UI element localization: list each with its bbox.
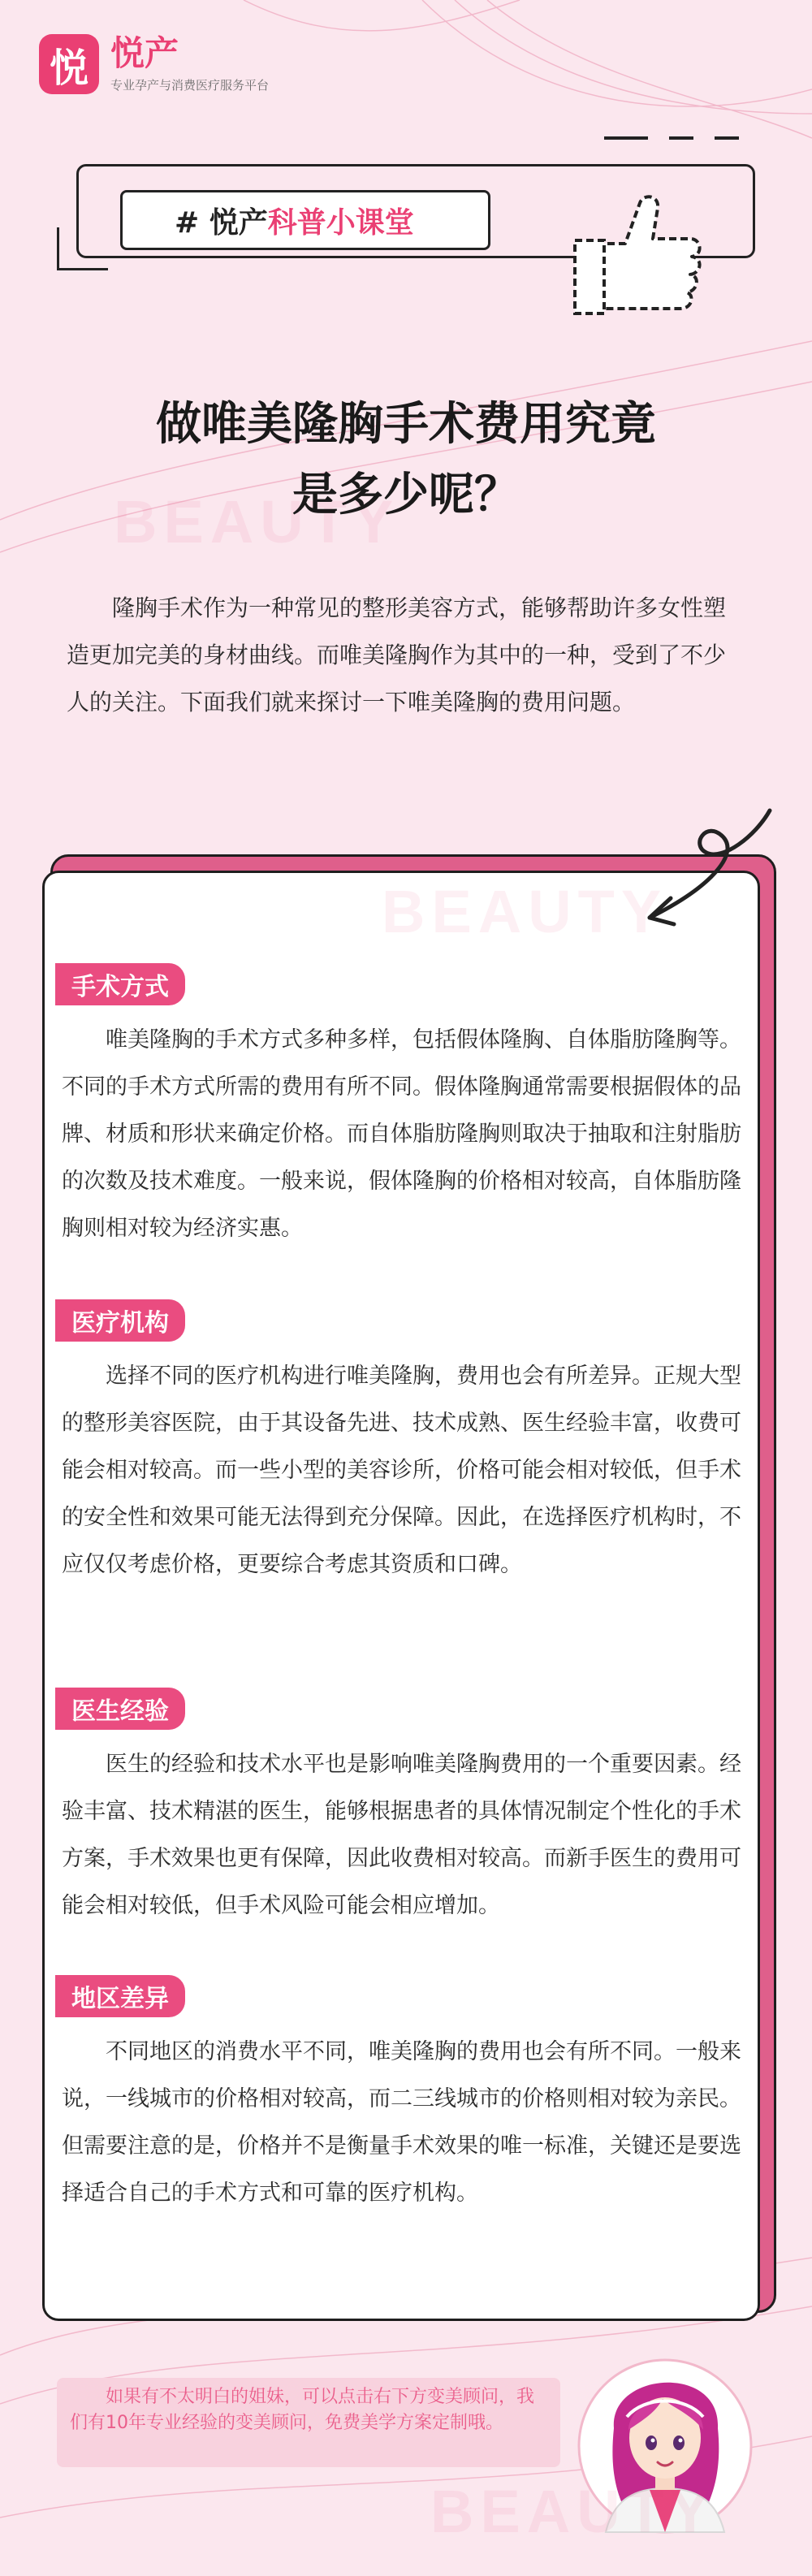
brand-logo[interactable] xyxy=(39,34,269,94)
classroom-prefix: # 悦产 xyxy=(175,205,268,240)
section-medical-institution xyxy=(62,1299,742,1588)
section-text: 不同地区的消费水平不同，唯美隆胸的费用也会有所不同。一般来说，一线城市的价格相对较高，而二三线城市的价格则相对较为亲民。但需要注意的是，价格并不是衡量手术效果的唯一标准，关键还是要选择适合自己的手术方式和可靠的医疗机构。 xyxy=(62,2039,741,2206)
consultant-note: 如果有不太明白的姐妹，可以点击右下方变美顾问，我们有10年专业经验的变美顾问，免费美学方案定制哦。 xyxy=(57,2378,560,2467)
section-regional-difference xyxy=(62,1975,742,2217)
thumbs-up-icon xyxy=(568,187,715,325)
title-line-2: 是多少呢？ xyxy=(292,468,520,521)
section-tag: 医生经验 xyxy=(55,1688,185,1730)
intro-paragraph: 隆胸手术作为一种常见的整形美容方式，能够帮助许多女性塑造更加完美的身材曲线。而唯美隆胸作为其中的一种，受到了不少人的关注。下面我们就来探讨一下唯美隆胸的费用问题。 xyxy=(67,594,727,715)
classroom-highlight: 科普小课堂 xyxy=(267,205,414,240)
page-title xyxy=(0,390,812,531)
section-tag: 手术方式 xyxy=(55,963,185,1005)
footer-watermark: BEAUTY xyxy=(430,2478,717,2545)
brand-name: 悦产 xyxy=(110,33,179,74)
title-line-1: 做唯美隆胸手术费用究竟 xyxy=(156,398,656,451)
dash-decoration xyxy=(604,136,739,140)
swirl-arrow-icon xyxy=(633,804,780,942)
section-tag: 医疗机构 xyxy=(55,1299,185,1342)
section-surgery-method xyxy=(62,963,742,1252)
title-watermark: BEAUTY xyxy=(114,488,400,555)
section-doctor-experience xyxy=(62,1688,742,1930)
section-text: 医生的经验和技术水平也是影响唯美隆胸费用的一个重要因素。经验丰富、技术精湛的医生，能够根据患者的具体情况制定个性化的手术方案，手术效果也更有保障，因此收费相对较高。而新手医生的费用可能会相对较低，但手术风险可能会相应增加。 xyxy=(62,1752,741,1918)
section-text: 选择不同的医疗机构进行唯美隆胸，费用也会有所差异。正规大型的整形美容医院，由于其设备先进、技术成熟、医生经验丰富，收费可能会相对较高。而一些小型的美容诊所，价格可能会相对较低，但手术的安全性和效果可能无法得到充分保障。因此，在选择医疗机构时，不应仅仅考虑价格，更要综合考虑其资质和口碑。 xyxy=(62,1364,741,1577)
beauty-consultant-avatar[interactable] xyxy=(572,2339,758,2534)
logo-badge: 悦 xyxy=(39,34,99,94)
logo-text xyxy=(110,35,269,93)
section-tag: 地区差异 xyxy=(55,1975,185,2017)
brand-tagline: 专业孕产与消费医疗服务平台 xyxy=(110,77,270,93)
classroom-label xyxy=(120,190,490,250)
section-text: 唯美隆胸的手术方式多种多样，包括假体隆胸、自体脂肪隆胸等。不同的手术方式所需的费用有所不同。假体隆胸通常需要根据假体的品牌、材质和形状来确定价格。而自体脂肪隆胸则取决于抽取和注射脂肪的次数及技术难度。一般来说，假体隆胸的价格相对较高，自体脂肪隆胸则相对较为经济实惠。 xyxy=(62,1027,741,1241)
